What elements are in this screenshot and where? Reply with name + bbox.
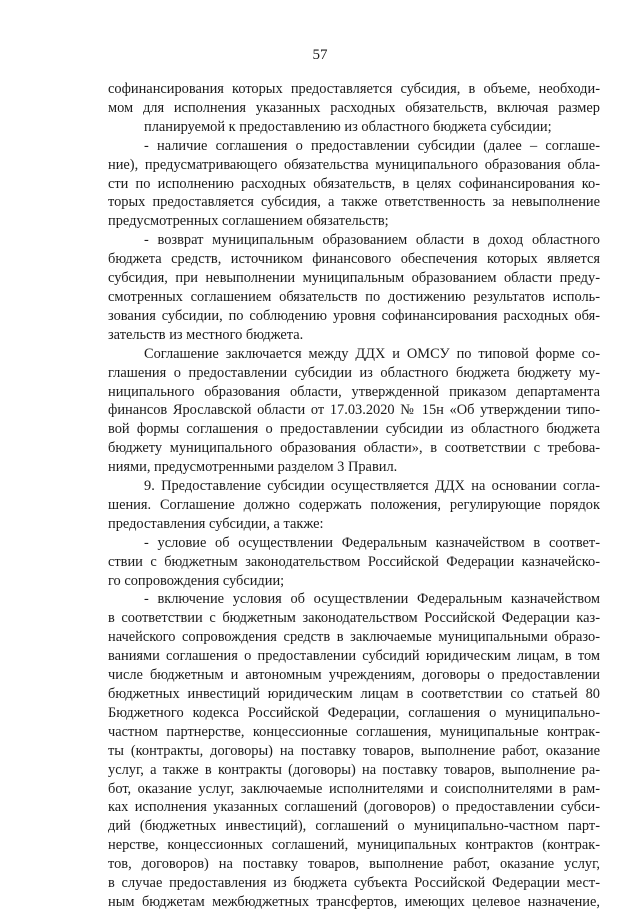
- text-line: сти по исполнению расходных обязательств, в целях софинансирования ко-: [108, 175, 600, 192]
- text-line: бюджетных инвестиций юридическим лицам в соответствии со статьей 80: [108, 686, 600, 702]
- text-line: нерстве, концессионных соглашений, муниципальных контрактов (контрак-: [108, 837, 600, 854]
- text-line: бот, оказание услуг, заключаемые исполнителями и соисполнителями в рам-: [108, 780, 600, 797]
- text-line: - включение условия об осуществлении Федеральным казначейством: [144, 591, 600, 608]
- text-line: тов, договоров) на поставку товаров, выполнение работ, оказание услуг,: [108, 856, 600, 873]
- text-line: вой формы соглашения о предоставлении субсидии из областного бюджета: [108, 421, 600, 438]
- text-line: ках исполнения указанных соглашений (договоров) о предоставлении субси-: [108, 799, 600, 816]
- text-line: ваниями соглашения о предоставлении субсидий юридическим лицам, в том: [108, 648, 600, 665]
- text-line: субсидия, при невыполнении муниципальным образованием области преду-: [108, 270, 600, 287]
- text-line: ным бюджетам межбюджетных трансфертов, имеющих целевое назначение,: [108, 893, 600, 910]
- text-line: ние), предусматривающего обязательства муниципального образования обла-: [108, 156, 600, 173]
- text-line: шения. Соглашение должно содержать положения, регулирующие порядок: [108, 496, 600, 513]
- text-line: - наличие соглашения о предоставлении субсидии (далее – соглаше-: [144, 137, 600, 154]
- text-line: Бюджетного кодекса Российской Федерации, соглашения о муниципально-: [108, 704, 600, 721]
- text-line: го сопровождения субсидии;: [108, 572, 285, 589]
- text-line: предусмотренных соглашением обязательств;: [108, 213, 389, 230]
- text-line: зования субсидии, по соблюдению уровня софинансирования расходных обя-: [108, 307, 600, 324]
- text-line: ты (контракты, договоры) на поставку товаров, выполнение работ, оказание: [108, 742, 600, 759]
- text-line: числе бюджетным и автономным учреждениям, договоры о предоставлении: [108, 667, 600, 684]
- text-line: Соглашение заключается между ДДХ и ОМСУ по типовой форме со-: [144, 345, 600, 362]
- text-line: дий (бюджетных инвестиций), соглашений о муниципально-частном парт-: [108, 818, 600, 835]
- text-line: в случае предоставления из бюджета субъекта Российской Федерации мест-: [108, 875, 600, 892]
- text-line: мом для исполнения указанных расходных обязательств, включая размер: [108, 99, 600, 116]
- text-line: смотренных соглашением обязательств по достижению результатов исполь-: [108, 288, 600, 305]
- text-line: - возврат муниципальным образованием области в доход областного: [144, 232, 600, 249]
- text-line: ниями, предусмотренными разделом 3 Правил.: [108, 459, 398, 476]
- document-body: [108, 80, 600, 912]
- text-line: ствии с бюджетным законодательством Российской Федерации казначейско-: [108, 553, 600, 570]
- text-line: торых предоставляется субсидия, а также ответственность за невыполнение: [108, 194, 600, 211]
- text-line: в соответствии с бюджетным законодательством Российской Федерации каз-: [108, 610, 600, 627]
- text-line: - условие об осуществлении Федеральным казначейством в соответ-: [144, 534, 600, 551]
- text-line: 9. Предоставление субсидии осуществляется ДДХ на основании согла-: [144, 478, 600, 495]
- text-line: софинансирования которых предоставляется субсидия, в объеме, необходи-: [108, 81, 600, 97]
- text-line: финансов Ярославской области от 17.03.2020 № 15н «Об утверждении типо-: [108, 402, 600, 419]
- text-line: ниципального образования области, утвержденной приказом департамента: [108, 383, 600, 400]
- text-line: планируемой к предоставлению из областного бюджета субсидии;: [144, 118, 552, 135]
- text-line: глашения о предоставлении субсидии из областного бюджета бюджету му-: [108, 364, 600, 381]
- text-line: услуг, а также в контракты (договоры) на поставку товаров, выполнение ра-: [108, 761, 600, 778]
- text-line: частном партнерстве, концессионные соглашения, муниципальные контрак-: [108, 723, 600, 740]
- page-number: 57: [312, 47, 328, 63]
- text-line: начейского сопровождения средств в заключаемые муниципальными образо-: [108, 629, 600, 646]
- text-line: зательств из местного бюджета.: [108, 326, 304, 343]
- text-line: бюджету муниципального образования области», в соответствии с требова-: [108, 440, 600, 457]
- text-line: бюджета средств, источником финансового обеспечения которых является: [108, 251, 600, 268]
- text-line: предоставления субсидии, а также:: [108, 515, 324, 532]
